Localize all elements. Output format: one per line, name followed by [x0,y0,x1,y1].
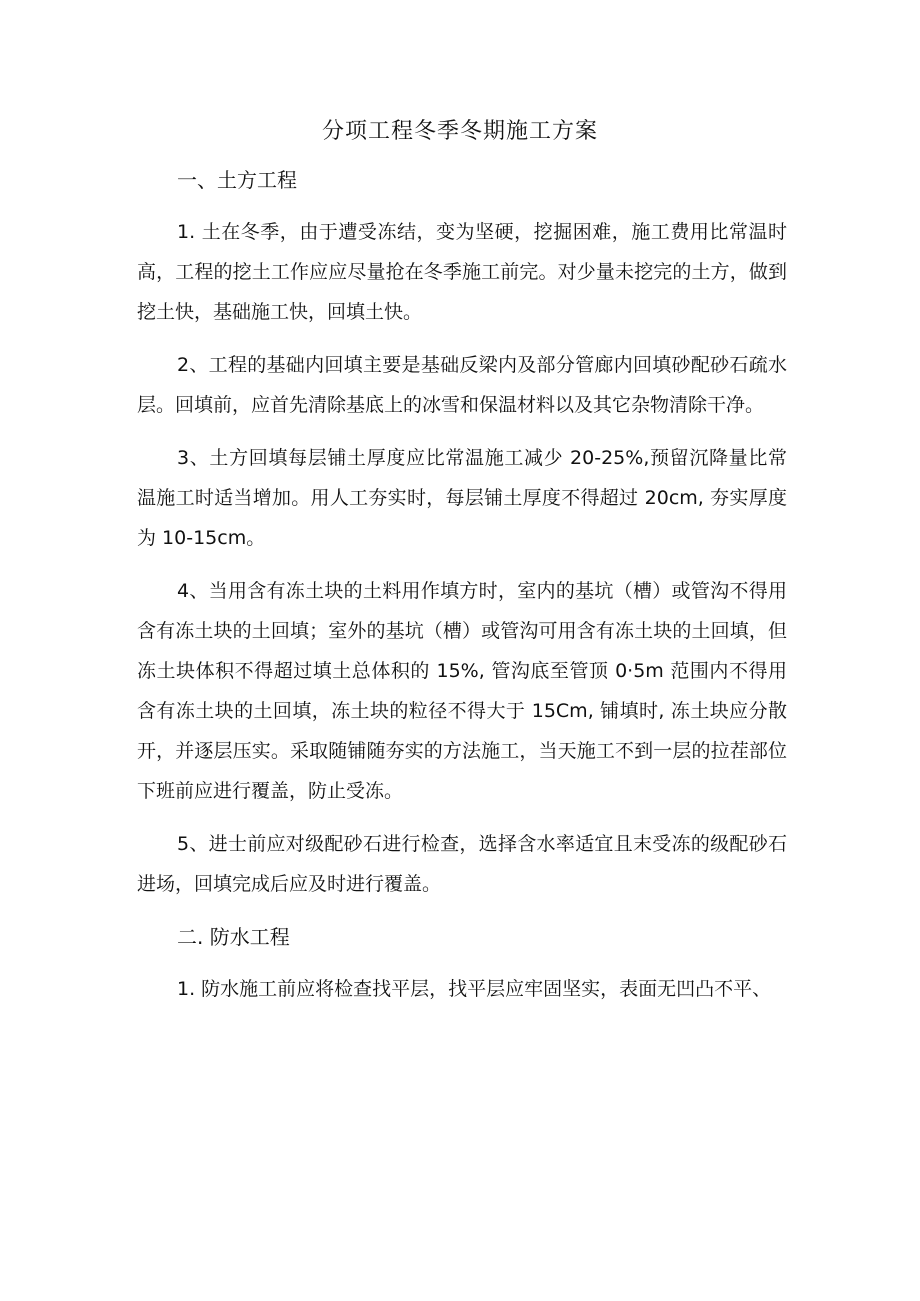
paragraph: 1. 土在冬季，由于遭受冻结，变为坚硬，挖掘困难，施工费用比常温时高，工程的挖土工作应应尽量抢在冬季施工前完。对少量未挖完的土方，做到挖土快，基础施工快，回填土快。 [137,221,787,323]
paragraph: 2、工程的基础内回填主要是基础反梁内及部分管廊内回填砂配砂石疏水层。回填前，应首先清除基底上的冰雪和保温材料以及其它杂物清除干净。 [137,354,787,416]
section-heading: 二. 防水工程 [177,925,290,949]
document-title: 分项工程冬季冬期施工方案 [321,119,598,144]
section-earthwork [137,160,787,904]
paragraph: 5、进士前应对级配砂石进行检查，选择含水率适宜且末受冻的级配砂石进场，回填完成后应及时进行覆盖。 [137,833,787,895]
section-heading: 一、土方工程 [177,168,297,192]
document-body [137,160,787,1009]
paragraph: 1. 防水施工前应将检查找平层，找平层应牢固坚实，表面无凹凸不平、 [177,978,772,1000]
paragraph: 4、当用含有冻土块的土料用作填方时，室内的基坑（槽）或管沟不得用含有冻土块的土回填；室外的基坑（槽）或管沟可用含有冻土块的土回填，但冻土块体积不得超过填土总体积的 15%, 管沟底至管顶 0·5m 范围内不得用含有冻土块的土回填，冻土块的粒径不得大于 15Cm, 铺填时, 冻土块应分散开，并逐层压实。采取随铺随夯实的方法施工，当天施工不到一层的拉茬部位下班前应进行覆盖，防止受冻。 [137,580,787,802]
paragraph: 3、土方回填每层铺土厚度应比常温施工减少 20-25%,预留沉降量比常温施工时适当增加。用人工夯实时，每层铺土厚度不得超过 20cm, 夯实厚度为 10-15cm。 [137,447,787,549]
section-waterproofing [137,917,787,1009]
